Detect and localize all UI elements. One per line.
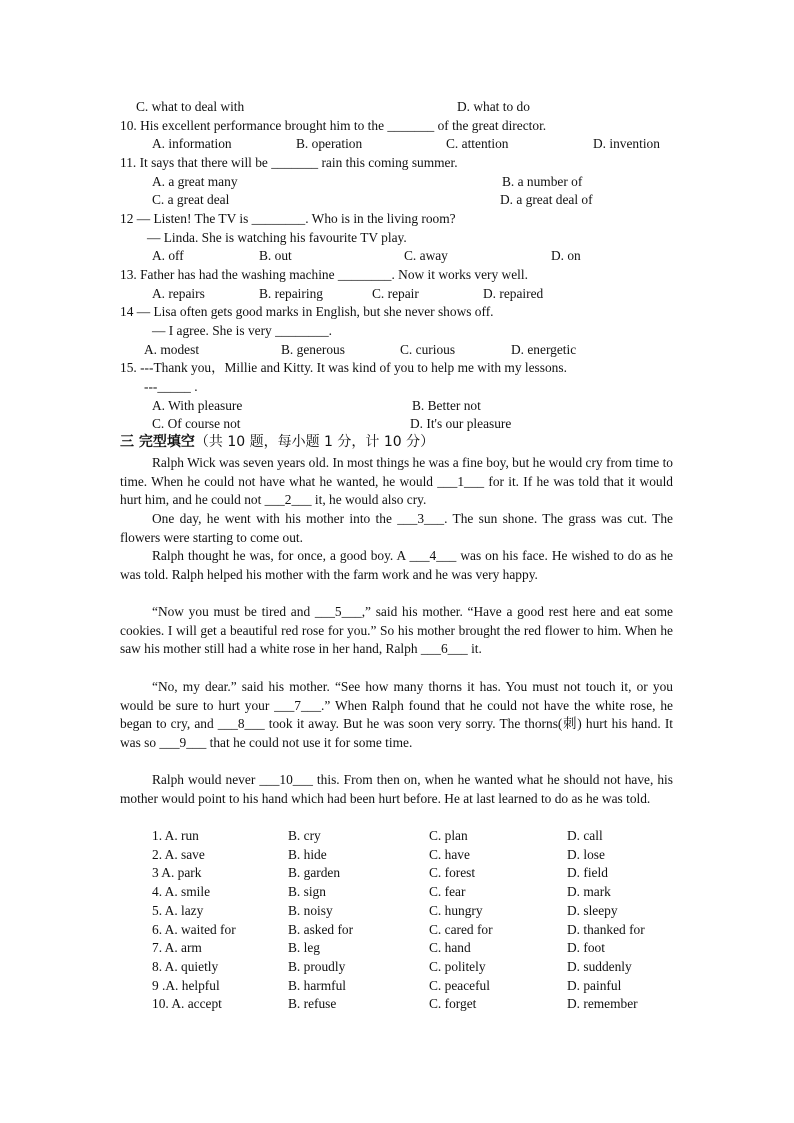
cloze-option: D. lose bbox=[567, 846, 605, 862]
question-stem: 13. Father has had the washing machine ________. Now it works very well. bbox=[120, 267, 528, 282]
section-subtitle: （共 10 题，每小题 1 分，计 10 分） bbox=[194, 434, 435, 450]
cloze-option: 10. A. accept bbox=[152, 996, 222, 1012]
option-a: A. information bbox=[152, 136, 232, 151]
option-d: D. what to do bbox=[457, 99, 530, 114]
passage-paragraph: Ralph thought he was, for once, a good boy. A ___4___ was on his face. He wished to do as he was told. Ralph helped his mother with the farm work and he was very happy. bbox=[120, 548, 673, 582]
cloze-option: B. cry bbox=[288, 828, 321, 843]
cloze-option: 9 .A. helpful bbox=[152, 977, 220, 993]
cloze-option: D. sleepy bbox=[567, 902, 618, 918]
question-stem: 11. It says that there will be _______ rain this coming summer. bbox=[120, 155, 458, 170]
cloze-option: D. thanked for bbox=[567, 921, 645, 937]
option-c: C. Of course not bbox=[152, 416, 241, 431]
cloze-option: D. field bbox=[567, 865, 608, 881]
cloze-option: C. hand bbox=[429, 940, 471, 956]
option-b: B. repairing bbox=[259, 286, 323, 301]
option-a: A. repairs bbox=[152, 286, 205, 301]
cloze-option: B. hide bbox=[288, 846, 327, 862]
passage-paragraph: “No, my dear.” said his mother. “See how many thorns it has. You must not touch it, or you would be sure to hurt your ___7___.” When Ralph found that he could not have the white rose, he began to cry, and ___8___ took it away. But he was soon very sorry. The thorns(刺) hurt his hand. It was so ___9___ that he could not use it for some time. bbox=[120, 679, 673, 751]
passage-paragraph: Ralph Wick was seven years old. In most things he was a fine boy, but he would cry from time to time. When he could not have what he wanted, he would ___1___ for it. If he was told that it would hurt him, and he could not ___2___ it, he would also cry. bbox=[120, 455, 673, 508]
option-a: A. off bbox=[152, 248, 184, 263]
cloze-option: C. have bbox=[429, 846, 470, 862]
option-c: C. away bbox=[404, 248, 448, 263]
question-stem: 12 — Listen! The TV is ________. Who is in the living room? bbox=[120, 211, 456, 226]
cloze-option: C. plan bbox=[429, 828, 468, 843]
cloze-option: B. asked for bbox=[288, 921, 354, 937]
option-b: B. Better not bbox=[412, 398, 481, 413]
passage-paragraph: Ralph would never ___10___ this. From then on, when he wanted what he should not have, his mother would point to his hand which had been hurt before. He at last learned to do as he was told. bbox=[120, 772, 673, 806]
cloze-option: 6. A. waited for bbox=[152, 921, 236, 937]
option-d: D. a great deal of bbox=[500, 192, 593, 207]
cloze-option: 2. A. save bbox=[152, 846, 205, 862]
cloze-option: C. hungry bbox=[429, 902, 483, 918]
cloze-option: D. remember bbox=[567, 996, 638, 1012]
cloze-option: B. proudly bbox=[288, 958, 346, 974]
cloze-option: B. harmful bbox=[288, 977, 347, 993]
cloze-option: C. forest bbox=[429, 865, 476, 881]
cloze-option: B. refuse bbox=[288, 996, 337, 1012]
question-stem-reply: — Linda. She is watching his favourite TV play. bbox=[147, 230, 407, 245]
question-stem: 10. His excellent performance brought him to the _______ of the great director. bbox=[120, 118, 547, 133]
option-c: C. what to deal with bbox=[136, 99, 245, 114]
cloze-option: 8. A. quietly bbox=[152, 958, 219, 974]
option-a: A. modest bbox=[144, 342, 200, 357]
option-d: D. on bbox=[551, 248, 581, 263]
option-b: B. operation bbox=[296, 136, 363, 151]
cloze-option: D. painful bbox=[567, 977, 622, 993]
cloze-option: D. foot bbox=[567, 940, 605, 956]
cloze-option: 1. A. run bbox=[152, 828, 199, 843]
cloze-option: 7. A. arm bbox=[152, 940, 202, 956]
cloze-option: B. leg bbox=[288, 940, 320, 956]
option-a: A. a great many bbox=[152, 174, 238, 189]
passage-paragraph: “Now you must be tired and ___5___,” said his mother. “Have a good rest here and eat some cookies. I will get a beautiful red rose for you.” So his mother brought the red flower to him. When he saw his mother still had a white rose in her hand, Ralph ___6___ it. bbox=[120, 604, 673, 657]
option-d: D. It's our pleasure bbox=[410, 416, 512, 431]
passage-paragraph: One day, he went with his mother into the ___3___. The sun shone. The grass was cut. The flowers were starting to come out. bbox=[120, 511, 673, 545]
option-d: D. energetic bbox=[511, 342, 577, 357]
cloze-option: 5. A. lazy bbox=[152, 902, 204, 918]
option-c: C. curious bbox=[400, 342, 456, 357]
option-c: C. attention bbox=[446, 136, 509, 151]
option-b: B. generous bbox=[281, 342, 345, 357]
section-heading bbox=[120, 433, 434, 451]
cloze-option: D. suddenly bbox=[567, 958, 632, 974]
cloze-option: B. noisy bbox=[288, 902, 333, 918]
cloze-option: 4. A. smile bbox=[152, 884, 211, 900]
option-c: C. a great deal bbox=[152, 192, 230, 207]
question-stem: 15. ---Thank you，Millie and Kitty. It was kind of you to help me with my lessons. bbox=[120, 360, 567, 375]
cloze-option: C. fear bbox=[429, 884, 466, 900]
cloze-option: D. mark bbox=[567, 884, 611, 900]
option-b: B. a number of bbox=[502, 174, 583, 189]
cloze-option: B. garden bbox=[288, 865, 341, 881]
cloze-option: C. peaceful bbox=[429, 977, 490, 993]
section-title: 三 完型填空 bbox=[120, 434, 195, 450]
option-a: A. With pleasure bbox=[152, 398, 243, 413]
option-d: D. invention bbox=[593, 136, 660, 151]
question-stem-reply: — I agree. She is very ________. bbox=[152, 323, 332, 338]
cloze-option: D. call bbox=[567, 828, 603, 843]
cloze-option: C. forget bbox=[429, 996, 477, 1012]
cloze-option: C. cared for bbox=[429, 921, 493, 937]
question-stem-reply: ---_____ . bbox=[144, 379, 198, 394]
question-stem: 14 — Lisa often gets good marks in English, but she never shows off. bbox=[120, 304, 494, 319]
option-d: D. repaired bbox=[483, 286, 544, 301]
option-b: B. out bbox=[259, 248, 292, 263]
cloze-option: B. sign bbox=[288, 884, 326, 900]
cloze-option: 3 A. park bbox=[152, 865, 202, 881]
cloze-option: C. politely bbox=[429, 958, 486, 974]
option-c: C. repair bbox=[372, 286, 419, 301]
